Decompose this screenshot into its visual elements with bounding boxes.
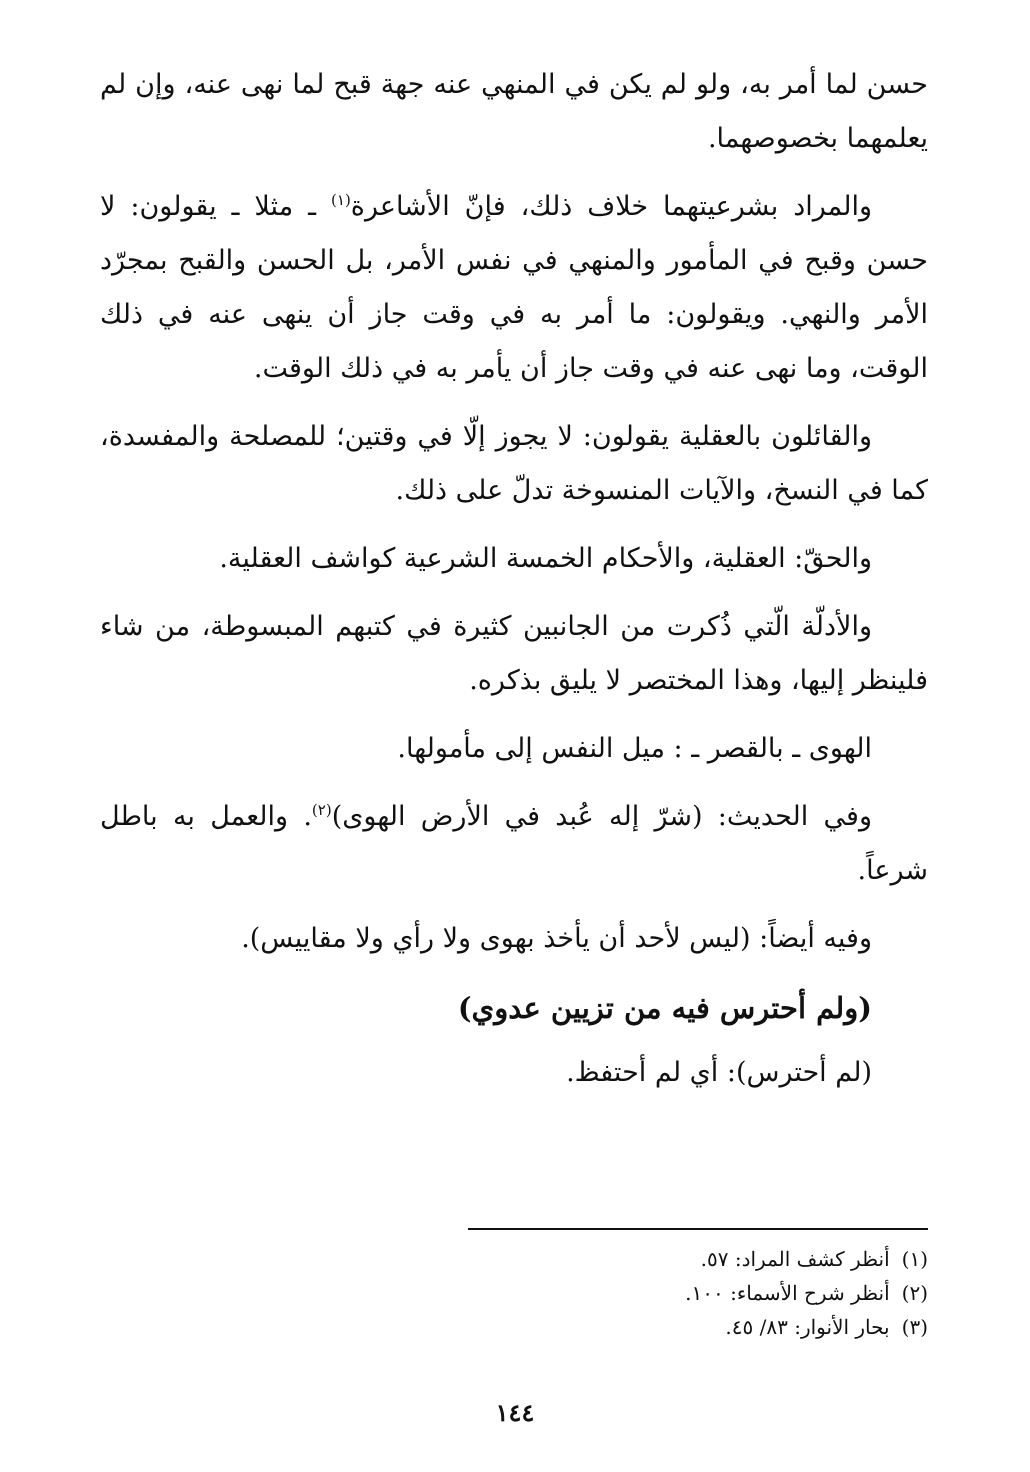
footnote-number: (٢): [901, 1281, 928, 1305]
section-heading: (ولم أحترس فيه من تزيين عدوي): [457, 991, 872, 1025]
page-body: [100, 58, 928, 1114]
page-number: ١٤٤: [495, 1398, 535, 1427]
paragraph-aqliyyah: والقائلون بالعقلية يقولون: لا يجوز إلّا في وقتين؛ للمصلحة والمفسدة، كما في النسخ، والآيات المنسوخة تدلّ على ذلك.: [100, 421, 928, 506]
footnote-text: أنظر شرح الأسماء: ١٠٠.: [685, 1281, 890, 1305]
paragraph-hawa-definition: الهوى ـ بالقصر ـ : ميل النفس إلى مأمولها.: [397, 733, 872, 764]
footnote-text: أنظر كشف المراد: ٥٧.: [700, 1247, 890, 1271]
footnote-text: بحار الأنوار: ٨٣/ ٤٥.: [725, 1315, 890, 1339]
paragraph-hadith: [100, 790, 928, 898]
paragraph-qiyas: وفيه أيضاً: (ليس لأحد أن يأخذ بهوى ولا رأي ولا مقاييس).: [241, 923, 872, 954]
footnote-ref-2[interactable]: (٢): [311, 801, 332, 819]
footnote-3: [328, 1310, 928, 1344]
paragraph-hadith-text-start: وفي الحديث: (شرّ إله عُبد في الأرض الهوى): [331, 801, 872, 832]
paragraph-adillah: والأدلّة الّتي ذُكرت من الجانبين كثيرة في كتبهم المبسوطة، من شاء فلينظر إليها، وهذا المختصر لا يليق بذكره.: [100, 611, 928, 696]
footnote-2: [328, 1276, 928, 1310]
footnote-1: [328, 1242, 928, 1276]
paragraph-hadith-text-end: . والعمل به باطل شرعاً.: [100, 801, 928, 886]
footnote-number: (١): [901, 1247, 928, 1271]
paragraph-ihtiras: (لم أحترس): أي لم أحتفظ.: [566, 1057, 872, 1088]
paragraph-ashairah: [100, 180, 928, 396]
footnotes: [328, 1242, 928, 1344]
footnote-number: (٣): [901, 1315, 928, 1339]
paragraph-haqq: والحقّ: العقلية، والأحكام الخمسة الشرعية كواشف العقلية.: [219, 543, 872, 574]
paragraph-continuation: حسن لما أمر به، ولو لم يكن في المنهي عنه جهة قبح لما نهى عنه، وإن لم يعلمهما بخصوصهما.: [100, 69, 928, 154]
footnote-ref-1[interactable]: (١): [331, 191, 351, 209]
footnote-divider: [468, 1228, 928, 1230]
paragraph-ashairah-text-start: والمراد بشرعيتهما خلاف ذلك، فإنّ الأشاعرة: [350, 191, 872, 222]
paragraph-ashairah-text-end: ـ مثلا ـ يقولون: لا حسن وقبح في المأمور والمنهي في نفس الأمر، بل الحسن والقبح بمجرّد الأمر والنهي. ويقولون: ما أمر به في وقت جاز أن ينهى عنه في ذلك الوقت، وما نهى عنه في وقت جاز أن يأمر به في ذلك الوقت.: [100, 191, 928, 384]
